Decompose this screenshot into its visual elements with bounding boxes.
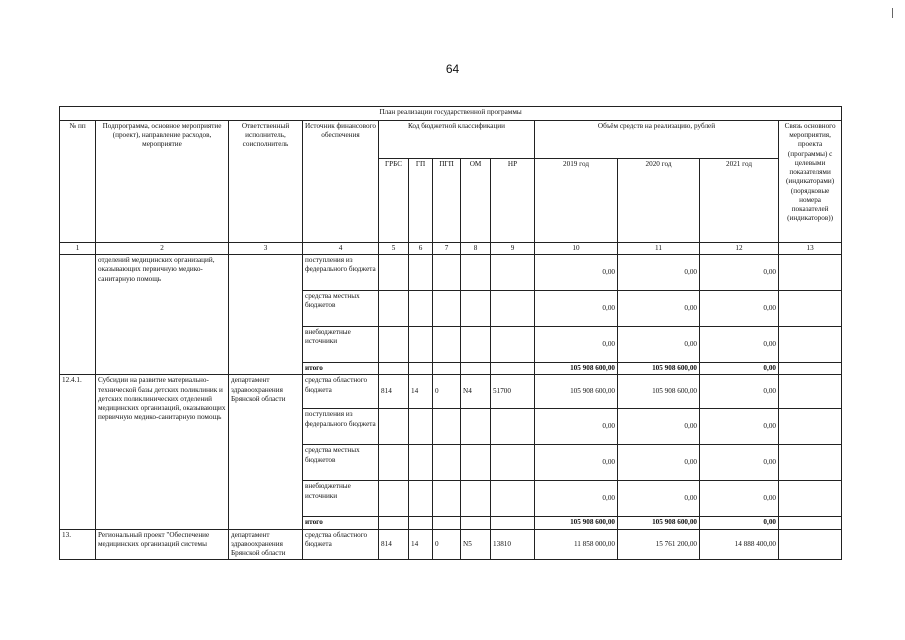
total-2019: 105 908 600,00 [535,363,618,375]
source-cell: поступления из федерального бюджета [303,255,379,291]
source-cell: средства областного бюджета [303,375,379,409]
col-number: 6 [409,243,433,255]
value-2021: 0,00 [700,327,779,363]
grbs-cell: 814 [379,529,409,560]
col-number: 7 [433,243,461,255]
block3-name: Региональный проект "Обеспечение медицинских организаций системы [96,529,229,560]
source-cell: внебюджетные источники [303,327,379,363]
block1-name: отделений медицинских организаций, оказывающих первичную медико-санитарную помощь [96,255,229,375]
col-number: 8 [461,243,491,255]
col-number: 13 [779,243,842,255]
header-num: № пп [60,121,96,243]
header-np: НР [491,159,535,243]
total-2019: 105 908 600,00 [535,517,618,529]
value-2019: 11 858 000,00 [535,529,618,560]
value-2021: 0,00 [700,445,779,481]
block1-num [60,255,96,375]
om-cell: N4 [461,375,491,409]
source-cell: средства областного бюджета [303,529,379,560]
header-gp: ГП [409,159,433,243]
value-2020: 0,00 [618,291,700,327]
value-2021: 0,00 [700,409,779,445]
header-kbk: Код бюджетной классификации [379,121,535,159]
grbs-cell: 814 [379,375,409,409]
header-executor: Ответственный исполнитель, соисполнитель [229,121,303,243]
total-2020: 105 908 600,00 [618,363,700,375]
total-label: итого [303,363,379,375]
value-2020: 15 761 200,00 [618,529,700,560]
value-2020: 0,00 [618,327,700,363]
block3-executor: департамент здравоохранения Брянской области [229,529,303,560]
value-2020: 0,00 [618,255,700,291]
table-row [60,529,842,560]
col-number: 2 [96,243,229,255]
program-plan-table [59,106,842,560]
col-number: 1 [60,243,96,255]
value-2021: 0,00 [700,291,779,327]
value-2021: 14 888 400,00 [700,529,779,560]
source-cell: поступления из федерального бюджета [303,409,379,445]
block2-name: Субсидии на развитие материально-технической базы детских поликлиник и детских поликлинических отделений медицинских организаций, оказывающих первичную медико-санитарную помощь [96,375,229,529]
header-pgp: ПГП [433,159,461,243]
header-2020: 2020 год [618,159,700,243]
header-link: Связь основного мероприятия, проекта (программы) с целевыми показателями (индикаторами) (порядковые номера показателей (индикаторов)) [779,121,842,243]
header-grbs: ГРБС [379,159,409,243]
value-2020: 0,00 [618,481,700,517]
pgp-cell: 0 [433,375,461,409]
value-2019: 0,00 [535,291,618,327]
np-cell: 51700 [491,375,535,409]
gp-cell: 14 [409,375,433,409]
value-2021: 0,00 [700,481,779,517]
page-number: 64 [445,62,460,76]
table-row [60,255,842,291]
col-number: 4 [303,243,379,255]
source-cell: средства местных бюджетов [303,291,379,327]
value-2021: 0,00 [700,375,779,409]
source-cell: средства местных бюджетов [303,445,379,481]
total-2020: 105 908 600,00 [618,517,700,529]
block2-num: 12.4.1. [60,375,96,529]
col-number: 10 [535,243,618,255]
header-source: Источник финансового обеспечения [303,121,379,243]
value-2019: 0,00 [535,327,618,363]
block3-num: 13. [60,529,96,560]
block2-executor: департамент здравоохранения Брянской области [229,375,303,529]
value-2019: 0,00 [535,255,618,291]
header-volume: Объём средств на реализацию, рублей [535,121,779,159]
value-2019: 0,00 [535,409,618,445]
source-cell: внебюджетные источники [303,481,379,517]
value-2019: 0,00 [535,445,618,481]
value-2019: 105 908 600,00 [535,375,618,409]
value-2020: 0,00 [618,409,700,445]
table-title: План реализации государственной программы [60,107,842,121]
col-number: 3 [229,243,303,255]
value-2021: 0,00 [700,255,779,291]
table-row [60,375,842,409]
col-number: 5 [379,243,409,255]
om-cell: N5 [461,529,491,560]
total-2021: 0,00 [700,517,779,529]
header-2021: 2021 год [700,159,779,243]
col-number: 11 [618,243,700,255]
block1-executor [229,255,303,375]
scan-mark [892,8,893,18]
header-name: Подпрограмма, основное мероприятие (проект), направление расходов, мероприятие [96,121,229,243]
col-number: 9 [491,243,535,255]
header-2019: 2019 год [535,159,618,243]
value-2019: 0,00 [535,481,618,517]
header-om: ОМ [461,159,491,243]
np-cell: 13810 [491,529,535,560]
total-label: итого [303,517,379,529]
col-number: 12 [700,243,779,255]
value-2020: 105 908 600,00 [618,375,700,409]
value-2020: 0,00 [618,445,700,481]
pgp-cell: 0 [433,529,461,560]
gp-cell: 14 [409,529,433,560]
total-2021: 0,00 [700,363,779,375]
